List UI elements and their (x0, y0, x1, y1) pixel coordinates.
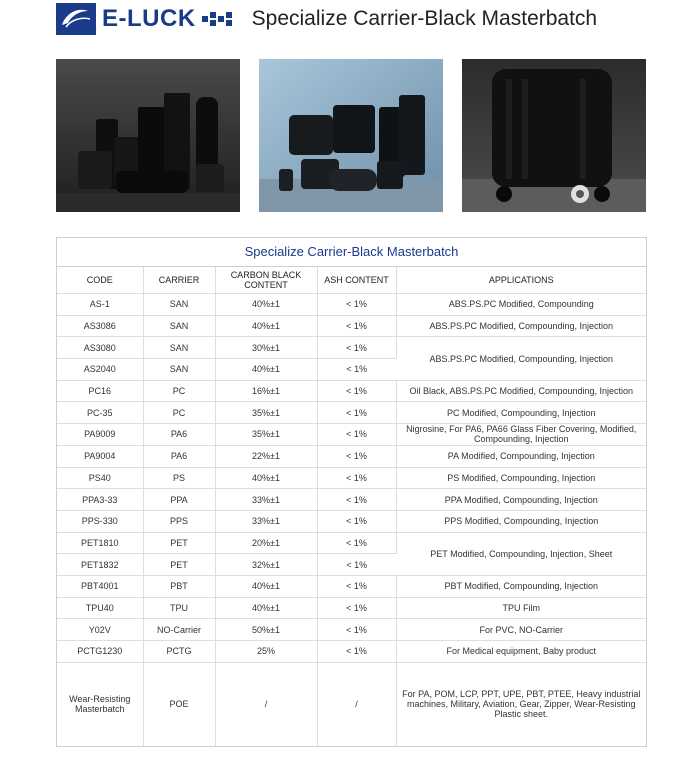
cell-ash: < 1% (317, 619, 396, 641)
cell-carrier: PPA (143, 489, 215, 511)
product-table (57, 267, 646, 746)
cell-ash: < 1% (317, 641, 396, 663)
cell-carbon-black: 33%±1 (215, 489, 317, 511)
cell-carrier: TPU (143, 597, 215, 619)
cell-ash: < 1% (317, 575, 396, 597)
cell-carrier: PA6 (143, 445, 215, 467)
cell-code: Y02V (57, 619, 143, 641)
table-row (57, 510, 646, 532)
cell-applications: For PVC, NO-Carrier (396, 619, 646, 641)
table-row (57, 467, 646, 489)
specification-table (56, 237, 647, 747)
cell-ash: < 1% (317, 424, 396, 446)
cell-ash: < 1% (317, 315, 396, 337)
cell-carbon-black: 35%±1 (215, 402, 317, 424)
cell-applications: ABS.PS.PC Modified, Compounding (396, 294, 646, 316)
cell-carrier: PBT (143, 575, 215, 597)
cell-code: AS3086 (57, 315, 143, 337)
cell-carrier: PET (143, 532, 215, 554)
table-title: Specialize Carrier-Black Masterbatch (57, 238, 646, 267)
cell-carbon-black: 20%±1 (215, 532, 317, 554)
cell-applications: Nigrosine, For PA6, PA66 Glass Fiber Covering, Modified, Compounding, Injection (396, 424, 646, 446)
product-photos (56, 59, 646, 212)
table-row (57, 294, 646, 316)
checker-logo-icon (202, 12, 232, 26)
cell-ash: < 1% (317, 402, 396, 424)
cell-carbon-black: 40%±1 (215, 597, 317, 619)
cell-ash: < 1% (317, 359, 396, 381)
cell-carbon-black: 50%±1 (215, 619, 317, 641)
cell-applications: Oil Black, ABS.PS.PC Modified, Compounding, Injection (396, 380, 646, 402)
cell-carbon-black: 40%±1 (215, 359, 317, 381)
cell-code: PC16 (57, 380, 143, 402)
e-luck-logo-mark (56, 3, 96, 35)
header-applications: APPLICATIONS (488, 275, 554, 285)
table-header-row (57, 267, 646, 294)
cell-applications: For Medical equipment, Baby product (396, 641, 646, 663)
cell-ash: < 1% (317, 294, 396, 316)
cell-carbon-black: 40%±1 (215, 467, 317, 489)
header-carbon-black: CARBON BLACK CONTENT (215, 267, 317, 294)
cell-code: TPU40 (57, 597, 143, 619)
cell-ash: < 1% (317, 510, 396, 532)
cell-carrier: PCTG (143, 641, 215, 663)
luggage-photo (462, 59, 646, 212)
cell-code: AS2040 (57, 359, 143, 381)
cell-code: PET1832 (57, 554, 143, 576)
cell-code: AS-1 (57, 294, 143, 316)
cell-ash: < 1% (317, 597, 396, 619)
table-row (57, 532, 646, 554)
cell-code: PCTG1230 (57, 641, 143, 663)
cell-carbon-black: 40%±1 (215, 315, 317, 337)
cell-code: PC-35 (57, 402, 143, 424)
cell-carbon-black: 35%±1 (215, 424, 317, 446)
table-row (57, 489, 646, 511)
cell-applications: PBT Modified, Compounding, Injection (396, 575, 646, 597)
cell-code: PS40 (57, 467, 143, 489)
cell-applications: PS Modified, Compounding, Injection (396, 467, 646, 489)
cell-ash: < 1% (317, 380, 396, 402)
cell-carrier: PS (143, 467, 215, 489)
cell-applications: TPU Film (396, 597, 646, 619)
table-row (57, 424, 646, 446)
cell-code: AS3080 (57, 337, 143, 359)
cell-ash: < 1% (317, 467, 396, 489)
cell-ash: < 1% (317, 554, 396, 576)
cell-carbon-black: 25% (215, 641, 317, 663)
table-row (57, 445, 646, 467)
cell-applications: PPA Modified, Compounding, Injection (396, 489, 646, 511)
table-row (57, 337, 646, 359)
cell-carbon-black: 22%±1 (215, 445, 317, 467)
cell-carbon-black: 32%±1 (215, 554, 317, 576)
cell-carbon-black: 30%±1 (215, 337, 317, 359)
header-code: CODE (57, 267, 143, 294)
page-title: Specialize Carrier-Black Masterbatch (251, 7, 598, 30)
table-row (57, 402, 646, 424)
cell-carrier: POE (143, 662, 215, 746)
cell-ash: < 1% (317, 337, 396, 359)
cell-code: Wear-Resisting Masterbatch (57, 662, 143, 746)
cell-carrier: PC (143, 380, 215, 402)
cell-carrier: PA6 (143, 424, 215, 446)
cell-applications: PET Modified, Compounding, Injection, Sheet (396, 532, 646, 575)
table-row (57, 315, 646, 337)
kitchen-appliances-photo (259, 59, 443, 212)
cell-applications: ABS.PS.PC Modified, Compounding, Injection (396, 337, 646, 380)
cell-carrier: NO-Carrier (143, 619, 215, 641)
cell-code: PA9004 (57, 445, 143, 467)
cell-carbon-black: 40%±1 (215, 294, 317, 316)
cell-carrier: SAN (143, 294, 215, 316)
table-row (57, 641, 646, 663)
cell-applications: For PA, POM, LCP, PPT, UPE, PBT, PTEE, Heavy industrial machines, Military, Aviation, Gear, Zipper, Wear-Resisting Plastic sheet. (396, 662, 646, 746)
page-header (56, 0, 646, 38)
table-row (57, 662, 646, 746)
cell-applications: PA Modified, Compounding, Injection (396, 445, 646, 467)
cell-carbon-black: / (215, 662, 317, 746)
cell-carrier: PPS (143, 510, 215, 532)
cell-code: PA9009 (57, 424, 143, 446)
table-row (57, 380, 646, 402)
table-row (57, 575, 646, 597)
cell-carrier: SAN (143, 315, 215, 337)
table-row (57, 619, 646, 641)
black-appliances-photo (56, 59, 240, 212)
cell-carbon-black: 40%±1 (215, 575, 317, 597)
cell-code: PET1810 (57, 532, 143, 554)
cell-carrier: SAN (143, 359, 215, 381)
cell-ash: / (317, 662, 396, 746)
cell-carrier: PET (143, 554, 215, 576)
cell-carrier: PC (143, 402, 215, 424)
cell-code: PPS-330 (57, 510, 143, 532)
header-ash: ASH CONTENT (317, 267, 396, 294)
cell-ash: < 1% (317, 445, 396, 467)
cell-ash: < 1% (317, 532, 396, 554)
cell-carbon-black: 33%±1 (215, 510, 317, 532)
cell-carrier: SAN (143, 337, 215, 359)
table-row (57, 597, 646, 619)
cell-carbon-black: 16%±1 (215, 380, 317, 402)
cell-ash: < 1% (317, 489, 396, 511)
header-carrier: CARRIER (143, 267, 215, 294)
brand-name: E-LUCK (102, 5, 196, 32)
cell-applications: PPS Modified, Compounding, Injection (396, 510, 646, 532)
cell-code: PPA3-33 (57, 489, 143, 511)
cell-code: PBT4001 (57, 575, 143, 597)
cell-applications: ABS.PS.PC Modified, Compounding, Injection (396, 315, 646, 337)
cell-applications: PC Modified, Compounding, Injection (396, 402, 646, 424)
